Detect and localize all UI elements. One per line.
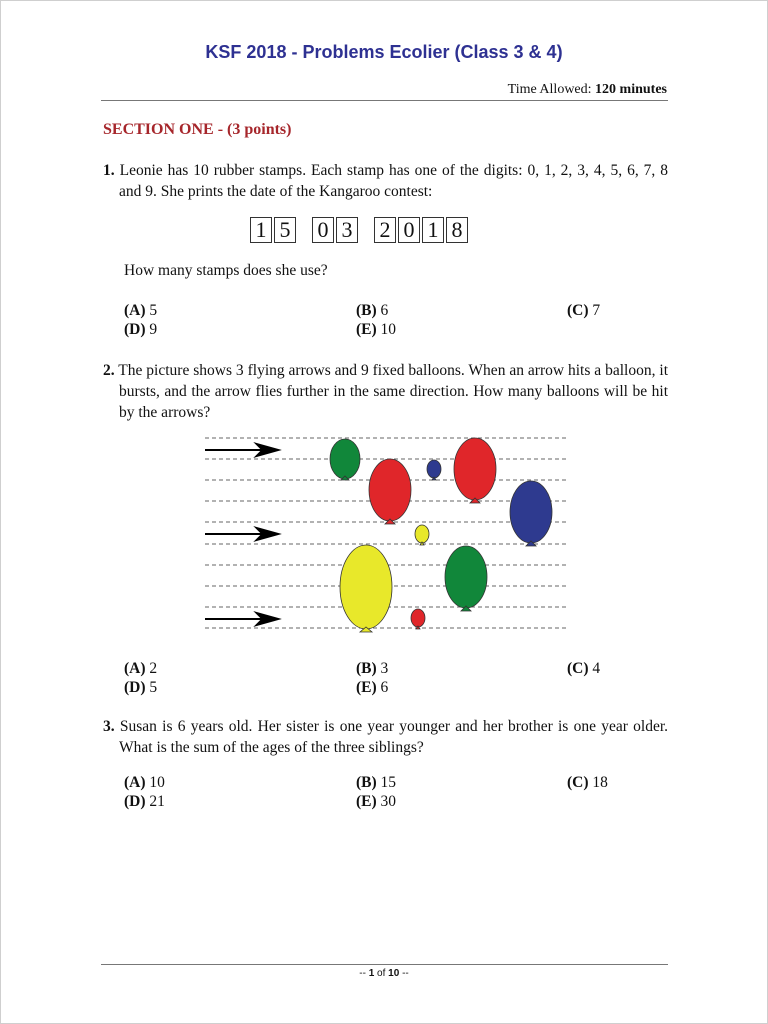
option-value: 5 bbox=[149, 679, 158, 696]
option-label: (C) bbox=[567, 302, 589, 319]
option-label: (E) bbox=[356, 321, 377, 338]
option-label: (A) bbox=[124, 660, 146, 677]
option-value: 9 bbox=[149, 321, 158, 338]
arrows bbox=[205, 443, 280, 626]
option-label: (B) bbox=[356, 660, 377, 677]
stamp: 1 bbox=[250, 217, 272, 243]
option-value: 5 bbox=[149, 302, 158, 319]
option-b[interactable] bbox=[356, 660, 388, 678]
option-value: 18 bbox=[592, 774, 608, 791]
option-d[interactable] bbox=[124, 793, 165, 811]
option-label: (A) bbox=[124, 774, 146, 791]
option-a[interactable] bbox=[124, 774, 165, 792]
arrow-icon bbox=[205, 612, 280, 626]
option-value: 3 bbox=[380, 660, 389, 677]
stamp-date bbox=[250, 217, 470, 243]
balloon-red bbox=[411, 609, 425, 627]
header-divider bbox=[101, 100, 668, 101]
page-footer bbox=[0, 968, 768, 979]
option-value: 4 bbox=[592, 660, 601, 677]
stamp: 5 bbox=[274, 217, 296, 243]
question-number: 3. bbox=[103, 718, 115, 735]
question-text: Leonie has 10 rubber stamps. Each stamp has one of the digits: 0, 1, 2, 3, 4, 5, 6, 7, 8 and 9. She prints the date of the Kangaroo contest: bbox=[119, 162, 669, 200]
option-c[interactable] bbox=[567, 302, 600, 320]
question-text: Susan is 6 years old. Her sister is one year younger and her brother is one year older. What is the sum of the ages of the three siblings? bbox=[119, 718, 669, 756]
arrow-icon bbox=[205, 527, 280, 541]
option-b[interactable] bbox=[356, 302, 388, 320]
option-d[interactable] bbox=[124, 679, 157, 697]
question-2 bbox=[103, 360, 668, 423]
option-value: 6 bbox=[380, 679, 389, 696]
question-number: 1. bbox=[103, 162, 115, 179]
option-label: (B) bbox=[356, 302, 377, 319]
question-number: 2. bbox=[103, 362, 115, 379]
balloons bbox=[330, 438, 552, 632]
page-total: 10 bbox=[388, 968, 400, 979]
balloon-green bbox=[445, 546, 487, 608]
time-value: 120 minutes bbox=[595, 82, 667, 97]
option-e[interactable] bbox=[356, 321, 396, 339]
option-value: 21 bbox=[149, 793, 165, 810]
option-label: (A) bbox=[124, 302, 146, 319]
option-b[interactable] bbox=[356, 774, 396, 792]
section-title: SECTION ONE - (3 points) bbox=[103, 121, 292, 138]
question-1 bbox=[103, 160, 668, 202]
option-a[interactable] bbox=[124, 302, 157, 320]
balloon-yellow bbox=[340, 545, 392, 629]
option-d[interactable] bbox=[124, 321, 157, 339]
option-value: 30 bbox=[380, 793, 397, 810]
time-allowed bbox=[508, 82, 667, 98]
option-label: (E) bbox=[356, 679, 377, 696]
time-label: Time Allowed: bbox=[507, 82, 592, 97]
option-label: (B) bbox=[356, 774, 377, 791]
question-text: The picture shows 3 flying arrows and 9 fixed balloons. When an arrow hits a balloon, it bursts, and the arrow flies further in the same direction. How many balloons will be hit by the arrows? bbox=[118, 362, 668, 421]
balloon-arrow-picture bbox=[200, 432, 570, 637]
balloon-blue bbox=[427, 460, 441, 478]
option-value: 2 bbox=[149, 660, 158, 677]
option-value: 6 bbox=[380, 302, 389, 319]
footer-of: of bbox=[377, 968, 386, 979]
stamp: 0 bbox=[398, 217, 420, 243]
stamp: 3 bbox=[336, 217, 358, 243]
option-label: (D) bbox=[124, 679, 146, 696]
stamp: 2 bbox=[374, 217, 396, 243]
footer-suffix: -- bbox=[402, 968, 409, 979]
question-3 bbox=[103, 716, 668, 758]
page-number: 1 bbox=[368, 968, 375, 979]
footer-divider bbox=[101, 964, 668, 965]
stamp: 1 bbox=[422, 217, 444, 243]
option-value: 7 bbox=[592, 302, 601, 319]
question-1-prompt: How many stamps does she use? bbox=[124, 262, 328, 279]
balloon-green bbox=[330, 439, 360, 479]
footer-prefix: -- bbox=[359, 968, 366, 979]
page-title: KSF 2018 - Problems Ecolier (Class 3 & 4) bbox=[205, 42, 563, 62]
balloon-red bbox=[454, 438, 496, 500]
option-c[interactable] bbox=[567, 774, 608, 792]
option-label: (E) bbox=[356, 793, 377, 810]
stamp: 0 bbox=[312, 217, 334, 243]
arrow-icon bbox=[205, 443, 280, 457]
option-e[interactable] bbox=[356, 793, 396, 811]
option-label: (D) bbox=[124, 321, 146, 338]
option-a[interactable] bbox=[124, 660, 157, 678]
option-label: (D) bbox=[124, 793, 146, 810]
option-value: 10 bbox=[380, 321, 397, 338]
option-e[interactable] bbox=[356, 679, 388, 697]
option-label: (C) bbox=[567, 660, 589, 677]
balloon-blue bbox=[510, 481, 552, 543]
option-value: 15 bbox=[380, 774, 397, 791]
option-value: 10 bbox=[149, 774, 165, 791]
stamp: 8 bbox=[446, 217, 468, 243]
option-label: (C) bbox=[567, 774, 589, 791]
balloon-yellow bbox=[415, 525, 429, 543]
balloon-red bbox=[369, 459, 411, 521]
option-c[interactable] bbox=[567, 660, 600, 678]
